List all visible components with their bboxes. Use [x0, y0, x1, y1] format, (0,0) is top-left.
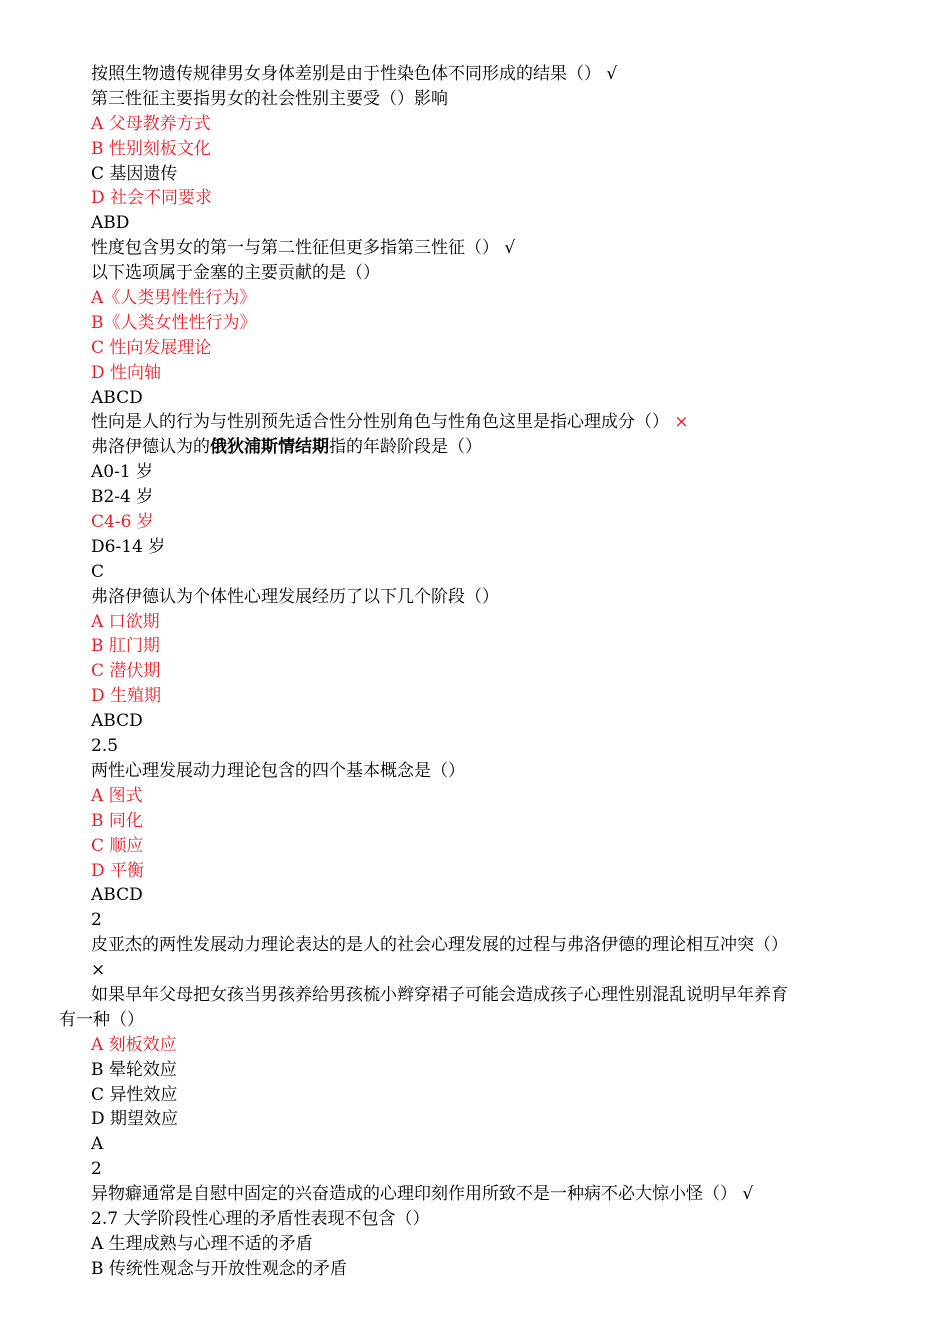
- line-text: B 肛门期: [91, 636, 160, 657]
- check-mark-icon: √: [504, 238, 516, 259]
- answer-option: [0, 162, 950, 187]
- question-text: [0, 585, 950, 610]
- answer-option: [0, 286, 950, 311]
- line-text: A: [91, 1134, 104, 1155]
- line-text: 第三性征主要指男女的社会性别主要受（）影响: [91, 88, 448, 109]
- question-text: [0, 236, 950, 261]
- answer-option: [0, 659, 950, 684]
- line-text: A 生理成熟与心理不适的矛盾: [91, 1233, 313, 1254]
- question-text: [0, 983, 950, 1008]
- text-line: [0, 1157, 950, 1182]
- answer-option: [0, 336, 950, 361]
- text-line: [0, 958, 950, 983]
- line-text: 2.7 大学阶段性心理的矛盾性表现不包含（）: [91, 1208, 430, 1229]
- check-mark-icon: √: [742, 1184, 754, 1205]
- question-text-part: 弗洛伊德认为的: [91, 437, 210, 458]
- answer-option: [0, 809, 950, 834]
- line-text: B 性别刻板文化: [91, 138, 211, 159]
- line-text: A0-1 岁: [91, 462, 154, 483]
- line-text: C 潜伏期: [91, 661, 161, 682]
- answer-option: [0, 510, 950, 535]
- document-page: [0, 62, 950, 1282]
- line-text: D 性向轴: [91, 362, 162, 383]
- line-text: B 晕轮效应: [91, 1059, 177, 1080]
- line-text: 性向是人的行为与性别预先适合性分性别角色与性角色这里是指心理成分（）: [91, 412, 669, 433]
- line-text: D6-14 岁: [91, 536, 166, 557]
- line-text: C4-6 岁: [91, 512, 154, 533]
- question-text: [0, 933, 950, 958]
- question-text: [0, 1182, 950, 1207]
- line-text: 2.5: [91, 736, 119, 757]
- line-text: ABCD: [91, 711, 143, 732]
- question-text-continuation: [0, 1008, 950, 1033]
- line-text: D 期望效应: [91, 1109, 179, 1130]
- answer-option: [0, 684, 950, 709]
- answer-option: [0, 485, 950, 510]
- line-text: 2: [91, 1159, 102, 1180]
- answer-option: [0, 784, 950, 809]
- answer-option: [0, 1232, 950, 1257]
- line-text: ×: [91, 960, 106, 981]
- line-text: A 图式: [91, 785, 143, 806]
- line-text: B 传统性观念与开放性观念的矛盾: [91, 1258, 347, 1279]
- line-text: C: [91, 561, 105, 582]
- line-text: 以下选项属于金塞的主要贡献的是（）: [91, 263, 380, 284]
- line-text: A 父母教养方式: [91, 113, 211, 134]
- question-text: [0, 261, 950, 286]
- answer-key: [0, 211, 950, 236]
- answer-option: [0, 834, 950, 859]
- question-text: [0, 87, 950, 112]
- answer-option: [0, 535, 950, 560]
- question-text: [0, 62, 950, 87]
- question-text: [0, 759, 950, 784]
- answer-option: [0, 1107, 950, 1132]
- bold-term: 俄狄浦斯情结期: [210, 437, 329, 458]
- answer-key: [0, 386, 950, 411]
- answer-key: [0, 1132, 950, 1157]
- answer-key: [0, 709, 950, 734]
- line-text: C 顺应: [91, 835, 144, 856]
- answer-option: [0, 859, 950, 884]
- answer-key: [0, 560, 950, 585]
- line-text: 弗洛伊德认为个体性心理发展经历了以下几个阶段（）: [91, 586, 499, 607]
- line-text: ABCD: [91, 885, 143, 906]
- question-text: [0, 435, 950, 460]
- text-line: [0, 734, 950, 759]
- line-text: 皮亚杰的两性发展动力理论表达的是人的社会心理发展的过程与弗洛伊德的理论相互冲突（）: [91, 935, 788, 956]
- answer-option: [0, 112, 950, 137]
- check-mark-icon: √: [606, 64, 618, 84]
- line-text: B 同化: [91, 810, 143, 831]
- line-text: A 刻板效应: [91, 1034, 177, 1055]
- line-text: C 基因遗传: [91, 163, 178, 184]
- line-text: D 生殖期: [91, 686, 162, 707]
- cross-mark-icon: ×: [674, 412, 689, 433]
- answer-option: [0, 610, 950, 635]
- line-text: ABD: [91, 213, 130, 234]
- answer-option: [0, 634, 950, 659]
- line-text: ABCD: [91, 387, 143, 408]
- line-text: A《人类男性性行为》: [91, 288, 257, 309]
- question-text: [0, 410, 950, 435]
- line-text: D 社会不同要求: [91, 188, 213, 209]
- answer-option: [0, 1257, 950, 1282]
- text-line: [0, 908, 950, 933]
- line-text: 两性心理发展动力理论包含的四个基本概念是（）: [91, 760, 465, 781]
- answer-option: [0, 460, 950, 485]
- line-text: 性度包含男女的第一与第二性征但更多指第三性征（）: [91, 238, 499, 259]
- answer-option: [0, 1083, 950, 1108]
- line-text: D 平衡: [91, 860, 145, 881]
- line-text: 按照生物遗传规律男女身体差别是由于性染色体不同形成的结果（）: [91, 64, 601, 84]
- line-text: 2: [91, 910, 102, 931]
- question-text: [0, 1207, 950, 1232]
- answer-key: [0, 883, 950, 908]
- answer-option: [0, 1033, 950, 1058]
- line-text: A 口欲期: [91, 611, 160, 632]
- line-text: B2-4 岁: [91, 487, 154, 508]
- question-text-part: 指的年龄阶段是（）: [329, 437, 482, 458]
- line-text: 有一种（）: [59, 1009, 144, 1030]
- line-text: C 异性效应: [91, 1084, 178, 1105]
- line-text: B《人类女性性行为》: [91, 312, 257, 333]
- answer-option: [0, 361, 950, 386]
- line-text: 异物癖通常是自慰中固定的兴奋造成的心理印刻作用所致不是一种病不必大惊小怪（）: [91, 1184, 737, 1205]
- answer-option: [0, 186, 950, 211]
- line-text: C 性向发展理论: [91, 337, 212, 358]
- line-text: 如果早年父母把女孩当男孩养给男孩梳小辫穿裙子可能会造成孩子心理性别混乱说明早年养育: [91, 984, 788, 1005]
- answer-option: [0, 137, 950, 162]
- answer-option: [0, 311, 950, 336]
- answer-option: [0, 1058, 950, 1083]
